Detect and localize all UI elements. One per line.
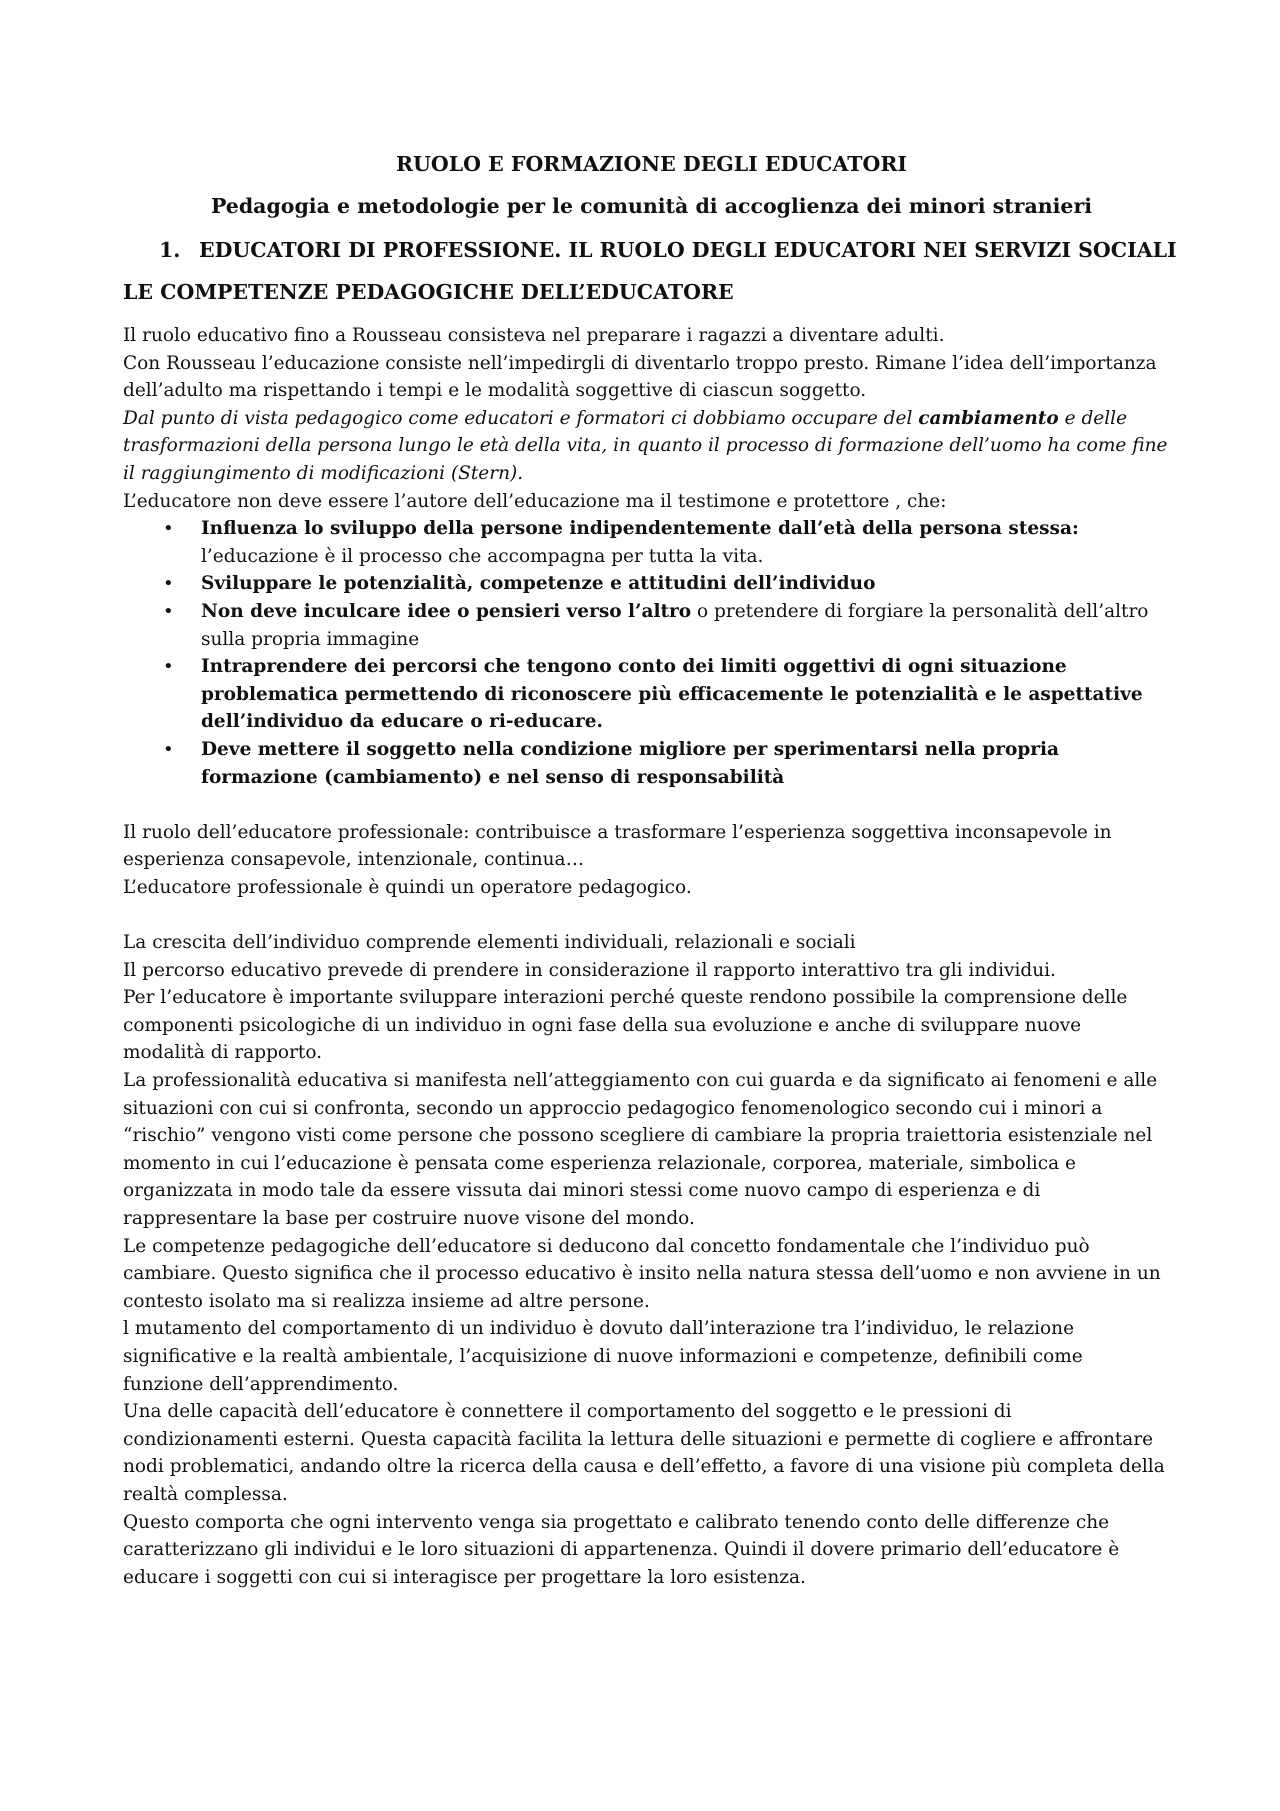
- bullet-item-5: [163, 736, 1168, 791]
- body-paragraph-9: Per l’educatore è importante sviluppare interazioni perché queste rendono possibile la comprensione delle componenti psicologiche di un individuo in ogni fase della sua evoluzione e anche di sviluppare nuove modalità di rapporto.: [123, 987, 1128, 1064]
- section-title: EDUCATORI DI PROFESSIONE. IL RUOLO DEGLI EDUCATORI NEI SERVIZI SOCIALI: [199, 238, 1177, 262]
- body-paragraph-5: Il ruolo dell’educatore professionale: contribuisce a trasformare l’esperienza soggettiva inconsapevole in esperienza consapevole, intenzionale, continua…: [123, 821, 1112, 871]
- bullet-1-bold: Influenza lo sviluppo della persone indipendentemente dall’età della persona stessa:: [201, 518, 1079, 540]
- bullet-dot-icon: •: [163, 738, 174, 760]
- intro-paragraph-2: Con Rousseau l’educazione consiste nell’impedirgli di diventarlo troppo presto. Rimane l’idea dell’importanza dell’adulto ma rispettando i tempi e le modalità soggettive di ciascun soggetto.: [123, 352, 1157, 402]
- section-heading: [159, 236, 1177, 264]
- italic-text-a: Dal punto di vista pedagogico come educatori e formatori ci dobbiamo occupare del: [123, 407, 919, 429]
- intro-paragraph-4: L’educatore non deve essere l’autore dell’educazione ma il testimone e protettore , che:: [123, 490, 947, 512]
- bullet-4-bold: Intraprendere dei percorsi che tengono conto dei limiti oggettivi di ogni situazione problematica permettendo di riconoscere più efficacemente le potenzialità e le aspettative dell’individuo da educare o ri-educare.: [201, 656, 1143, 733]
- subsection-heading: LE COMPETENZE PEDAGOGICHE DELL’EDUCATORE: [123, 280, 734, 304]
- intro-italic-paragraph: [123, 405, 1168, 488]
- document-title: RUOLO E FORMAZIONE DEGLI EDUCATORI: [395, 152, 908, 176]
- body-paragraph-11: Le competenze pedagogiche dell’educatore si deducono dal concetto fondamentale che l’individuo può cambiare. Questo significa che il processo educativo è insito nella natura stessa dell’uomo e non avviene in un contesto isolato ma si realizza insieme ad altre persone.: [123, 1235, 1161, 1312]
- body-paragraph-13: Una delle capacità dell’educatore è connettere il comportamento del soggetto e le pressioni di condizionamenti esterni. Questa capacità facilita la lettura delle situazioni e permette di cogliere e affrontare nodi problematici, andando oltre la ricerca della causa e dell’effetto, a favore di una visione più completa della realtà complessa.: [123, 1401, 1165, 1505]
- bullet-list: [123, 515, 1168, 791]
- bullet-dot-icon: •: [163, 518, 174, 540]
- bullet-dot-icon: •: [163, 656, 174, 678]
- section-number: 1.: [159, 238, 181, 262]
- bullet-item-2: [163, 570, 1168, 598]
- bullet-3-bold: Non deve inculcare idee o pensieri verso l’altro: [201, 600, 692, 622]
- bullet-item-4: [163, 653, 1168, 736]
- bullet-item-3: [163, 598, 1168, 653]
- spacer: [123, 791, 1168, 819]
- bullet-dot-icon: •: [163, 600, 174, 622]
- document-page: [123, 150, 1177, 1591]
- body-paragraph-10: La professionalità educativa si manifesta nell’atteggiamento con cui guarda e da significato ai fenomeni e alle situazioni con cui si confronta, secondo un approccio pedagogico fenomenologico secondo cui i minori a “rischio” vengono visti come persone che possono scegliere di cambiare la propria traiettoria esistenziale nel momento in cui l’educazione è pensata come esperienza relazionale, corporea, materiale, simbolica e organizzata in modo tale da essere vissuta dai minori stessi come nuovo campo di esperienza e di rappresentare la base per costruire nuove visone del mondo.: [123, 1070, 1158, 1229]
- body-paragraph-6: L’educatore professionale è quindi un operatore pedagogico.: [123, 876, 692, 898]
- bullet-item-1: [163, 515, 1168, 570]
- bullet-dot-icon: •: [163, 573, 174, 595]
- italic-text-b: e delle trasformazioni della persona lungo le età della vita, in quanto il processo di formazione dell’uomo ha come fine il raggiungimento di modificazioni (Stern).: [123, 407, 1168, 484]
- document-subtitle: Pedagogia e metodologie per le comunità di accoglienza dei minori stranieri: [210, 194, 1093, 218]
- bullet-2-bold: Sviluppare le potenzialità, competenze e attitudini dell’individuo: [201, 573, 876, 595]
- body-paragraph-8: Il percorso educativo prevede di prendere in considerazione il rapporto interattivo tra gli individui.: [123, 959, 1056, 981]
- intro-paragraph-1: Il ruolo educativo fino a Rousseau consisteva nel preparare i ragazzi a diventare adulti.: [123, 325, 945, 346]
- spacer: [123, 901, 1168, 929]
- italic-bold-keyword: cambiamento: [918, 407, 1059, 429]
- body-paragraph-14: Questo comporta che ogni intervento venga sia progettato e calibrato tenendo conto delle differenze che caratterizzano gli individui e le loro situazioni di appartenenza. Quindi il dovere primario dell’educatore è educare i soggetti con cui si interagisce per progettare la loro esistenza.: [123, 1511, 1120, 1588]
- body-paragraph-7: La crescita dell’individuo comprende elementi individuali, relazionali e sociali: [123, 932, 856, 954]
- body-paragraph-12: l mutamento del comportamento di un individuo è dovuto dall’interazione tra l’individuo, le relazione significative e la realtà ambientale, l’acquisizione di nuove informazioni e competenze, definibili come funzione dell’apprendimento.: [123, 1318, 1083, 1395]
- bullet-3-text: o pretendere di forgiare la personalità dell’altro sulla propria immagine: [201, 600, 1149, 650]
- bullet-5-bold: Deve mettere il soggetto nella condizione migliore per sperimentarsi nella propria formazione (cambiamento) e nel senso di responsabilità: [201, 738, 1060, 788]
- bullet-1-text: l’educazione è il processo che accompagna per tutta la vita.: [201, 545, 764, 567]
